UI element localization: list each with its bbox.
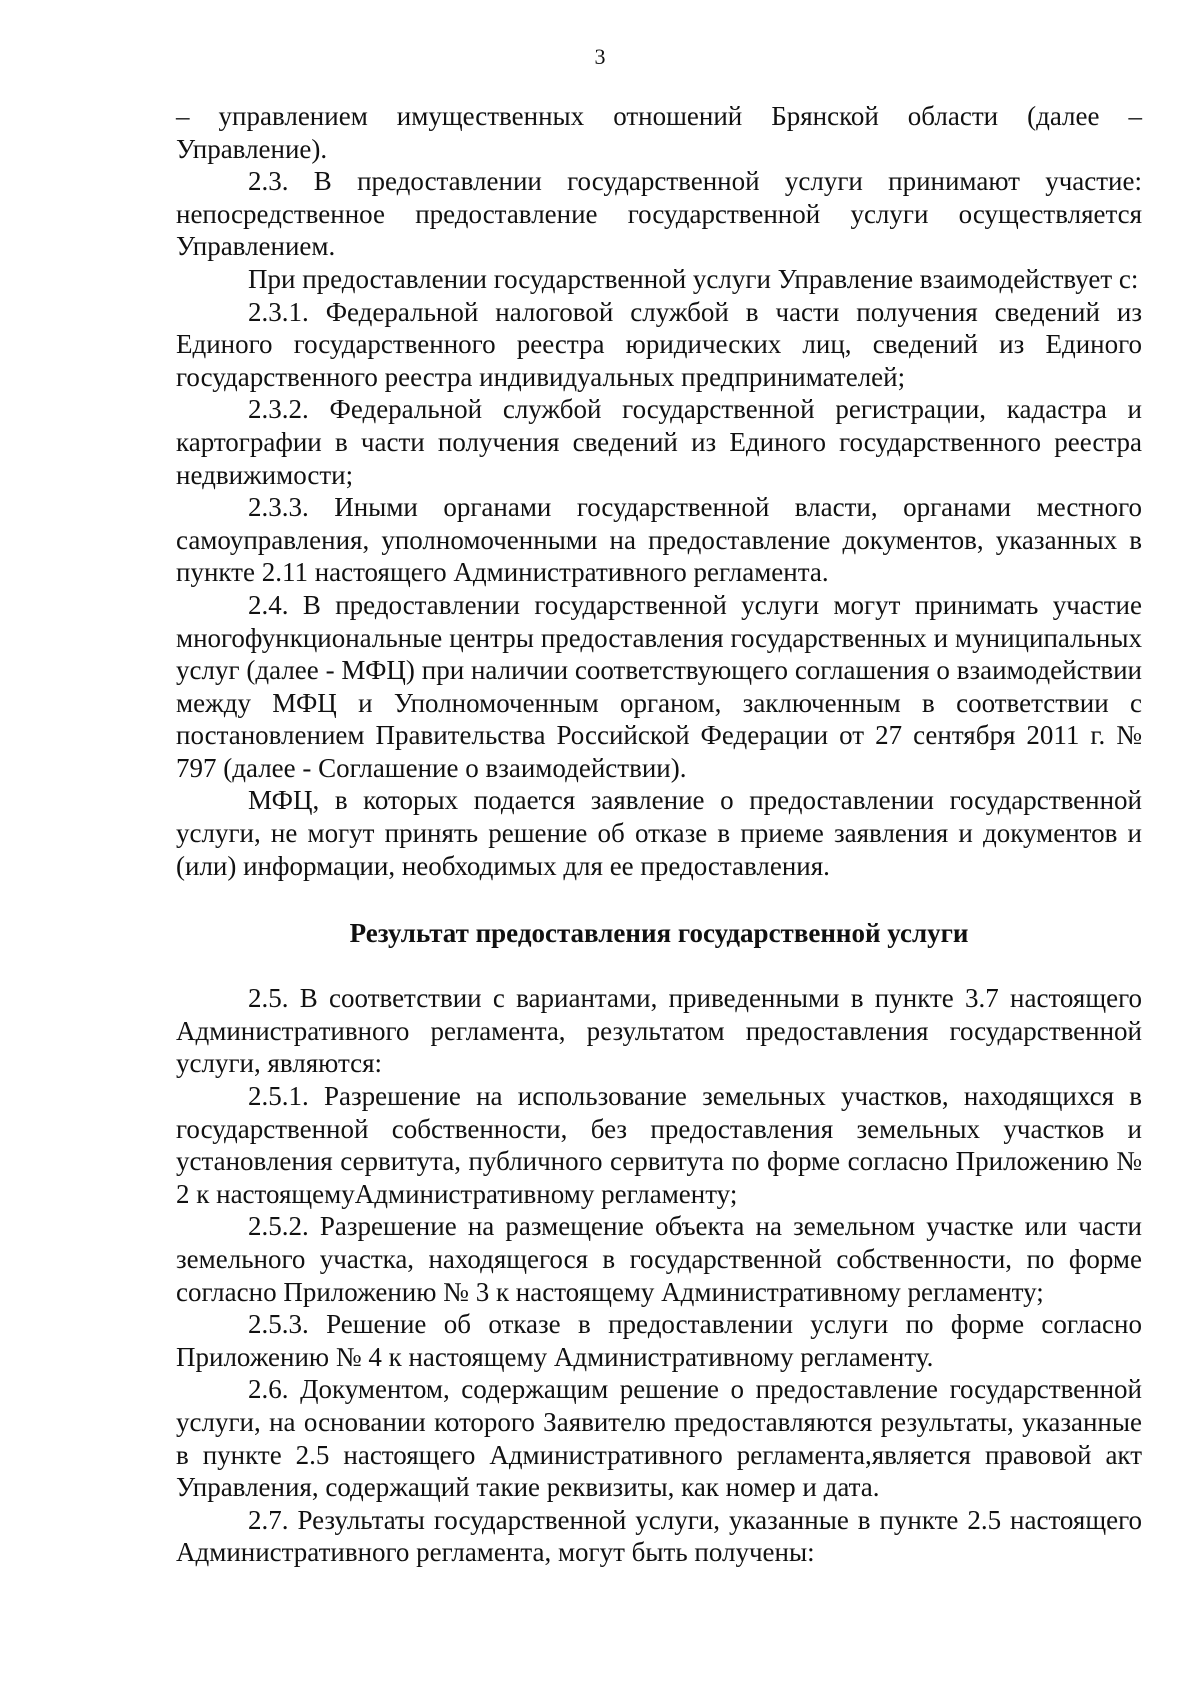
paragraph-2-3-2: 2.3.2. Федеральной службой государственной регистрации, кадастра и картографии в части получения сведений из Единого государственного реестра недвижимости; — [176, 394, 1142, 490]
paragraph-2-3: 2.3. В предоставлении государственной услуги принимают участие: непосредственное предоставление государственной услуги осуществляется Управлением. — [176, 166, 1142, 262]
paragraph-mfc: МФЦ, в которых подается заявление о предоставлении государственной услуги, не могут принять решение об отказе в приеме заявления и документов и (или) информации, необходимых для ее предоставления. — [176, 785, 1142, 881]
document-body — [176, 100, 1142, 1569]
paragraph-2-5: 2.5. В соответствии с вариантами, приведенными в пункте 3.7 настоящего Административного регламента, результатом предоставления государственной услуги, являются: — [176, 983, 1142, 1079]
paragraph-2-7: 2.7. Результаты государственной услуги, указанные в пункте 2.5 настоящего Административного регламента, могут быть получены: — [176, 1504, 1142, 1568]
paragraph-2-5-1: 2.5.1. Разрешение на использование земельных участков, находящихся в государственной собственности, без предоставления земельных участков и установления сервитута, публичного сервитута по форме согласно Приложению № 2 к настоящемуАдминистративному регламенту; — [176, 1081, 1142, 1209]
paragraph-2-5-2: 2.5.2. Разрешение на размещение объекта на земельном участке или части земельного участка, находящегося в государственной собственности, по форме согласно Приложению № 3 к настоящему Административному регламенту; — [176, 1211, 1142, 1307]
paragraph-2-5-3: 2.5.3. Решение об отказе в предоставлении услуги по форме согласно Приложению № 4 к настоящему Административному регламенту. — [176, 1309, 1142, 1372]
section-heading: Результат предоставления государственной услуги — [349, 918, 969, 949]
paragraph-continuation: – управлением имущественных отношений Брянской области (далее – Управление). — [176, 101, 1142, 164]
page-number: 3 — [594, 44, 606, 69]
paragraph-interaction-intro: При предоставлении государственной услуги Управление взаимодействует с: — [248, 263, 1139, 294]
paragraph-2-3-3: 2.3.3. Иными органами государственной власти, органами местного самоуправления, уполномоченными на предоставление документов, указанных в пункте 2.11 настоящего Административного регламента. — [176, 492, 1142, 588]
paragraph-2-6: 2.6. Документом, содержащим решение о предоставление государственной услуги, на основании которого Заявителю предоставляются результаты, указанные в пункте 2.5 настоящего Административного регламента,является правовой акт Управления, содержащий такие реквизиты, как номер и дата. — [176, 1374, 1142, 1503]
paragraph-2-4: 2.4. В предоставлении государственной услуги могут принимать участие многофункциональные центры предоставления государственных и муниципальных услуг (далее - МФЦ) при наличии соответствующего соглашения о взаимодействии между МФЦ и Уполномоченным органом, заключенным в соответствии с постановлением Правительства Российской Федерации от 27 сентября 2011 г. № 797 (далее - Соглашение о взаимодействии). — [176, 589, 1142, 783]
paragraph-2-3-1: 2.3.1. Федеральной налоговой службой в части получения сведений из Единого государственного реестра юридических лиц, сведений из Единого государственного реестра индивидуальных предпринимателей; — [176, 296, 1142, 392]
